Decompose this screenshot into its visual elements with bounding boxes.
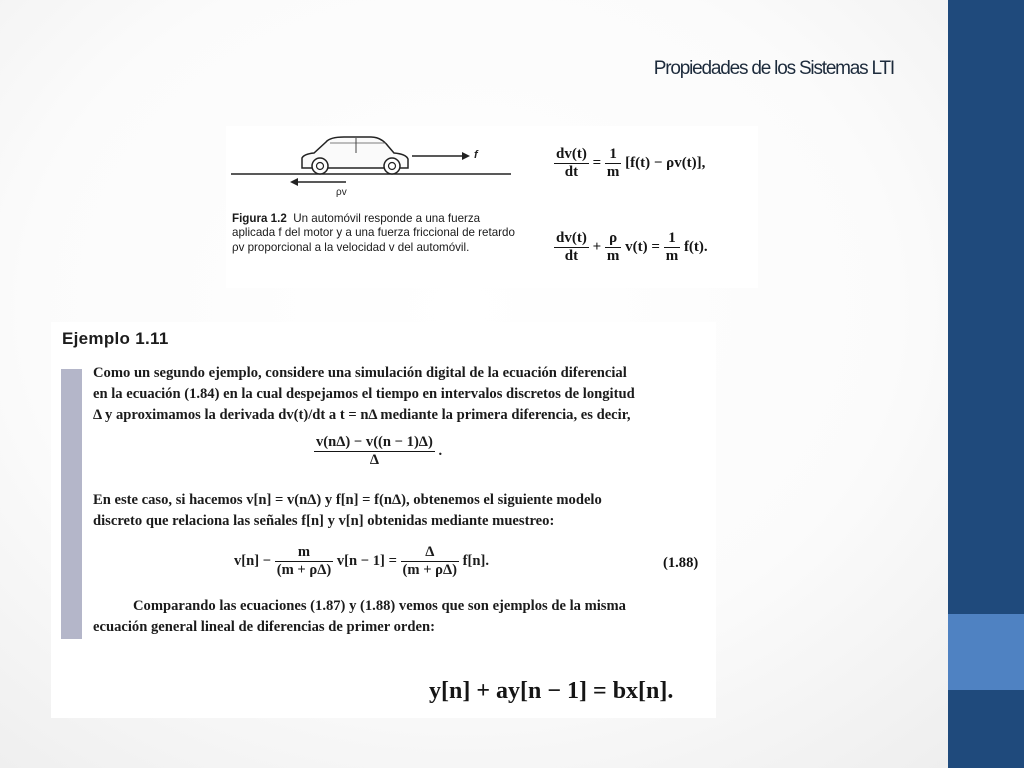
paragraph-2: En este caso, si hacemos v[n] = v(nΔ) y f[n] = f(nΔ), obtenemos el siguiente modelo discreto que relaciona las señales f[n] y v[n] obtenidas mediante muestreo: [93, 492, 602, 529]
example-image [51, 322, 716, 718]
general-difference-equation: y[n] + ay[n − 1] = bx[n]. [429, 678, 674, 704]
figure-caption-label: Figura 1.2 [232, 212, 287, 225]
slide-title: Propiedades de los Sistemas LTI [653, 58, 894, 79]
car-diagram [226, 126, 526, 206]
car-icon [302, 137, 408, 174]
equation-1: $\frac{dv(t)}{dt}$ = $\frac{1}{m}$ [f(t) − ρv(t)], [556, 146, 706, 180]
paragraph-3: Comparando las ecuaciones (1.87) y (1.88) vemos que son ejemplos de la misma ecuación general lineal de diferencias de primer orden: [93, 598, 626, 635]
paragraph-1: Como un segundo ejemplo, considere una simulación digital de la ecuación diferencial en la ecuación (1.84) en la cual despejamos el tiempo en intervalos discretos de longitud Δ y aproximamos la derivada dv(t)/dt a t = nΔ mediante la primera diferencia, es decir, [93, 365, 635, 423]
equation-number: (1.88) [663, 555, 699, 571]
figure-caption-text: Un automóvil responde a una fuerza aplicada f del motor y a una fuerza friccional de retardo ρv proporcional a la velocidad v del automóvil. [232, 212, 515, 254]
figure-caption [232, 212, 522, 255]
friction-arrow-icon [290, 178, 346, 186]
force-label: f [474, 149, 478, 161]
figure-image [226, 126, 758, 288]
discrete-model-equation: v[n] − $\frac{m}{(m + \rho\Delta)}$ v[n − 1] = $\frac{\Delta}{(m + \rho\Delta)}$ f[n]. [234, 544, 490, 578]
sidebar-decoration-bottom [948, 690, 1024, 768]
difference-equation: $\frac{v(n\Delta) - v((n - 1)\Delta)}{\Delta}$ . [316, 434, 443, 468]
sidebar-decoration-accent [948, 614, 1024, 690]
force-arrow-icon [412, 152, 470, 160]
friction-label: ρv [336, 187, 347, 198]
equation-2: $\frac{dv(t)}{dt}$ + $\frac{\rho}{m}$ v(t) = $\frac{1}{m}$ f(t). [556, 230, 708, 264]
example-side-bar [61, 369, 82, 639]
example-title: Ejemplo 1.11 [62, 329, 169, 348]
sidebar-decoration-top [948, 0, 1024, 614]
